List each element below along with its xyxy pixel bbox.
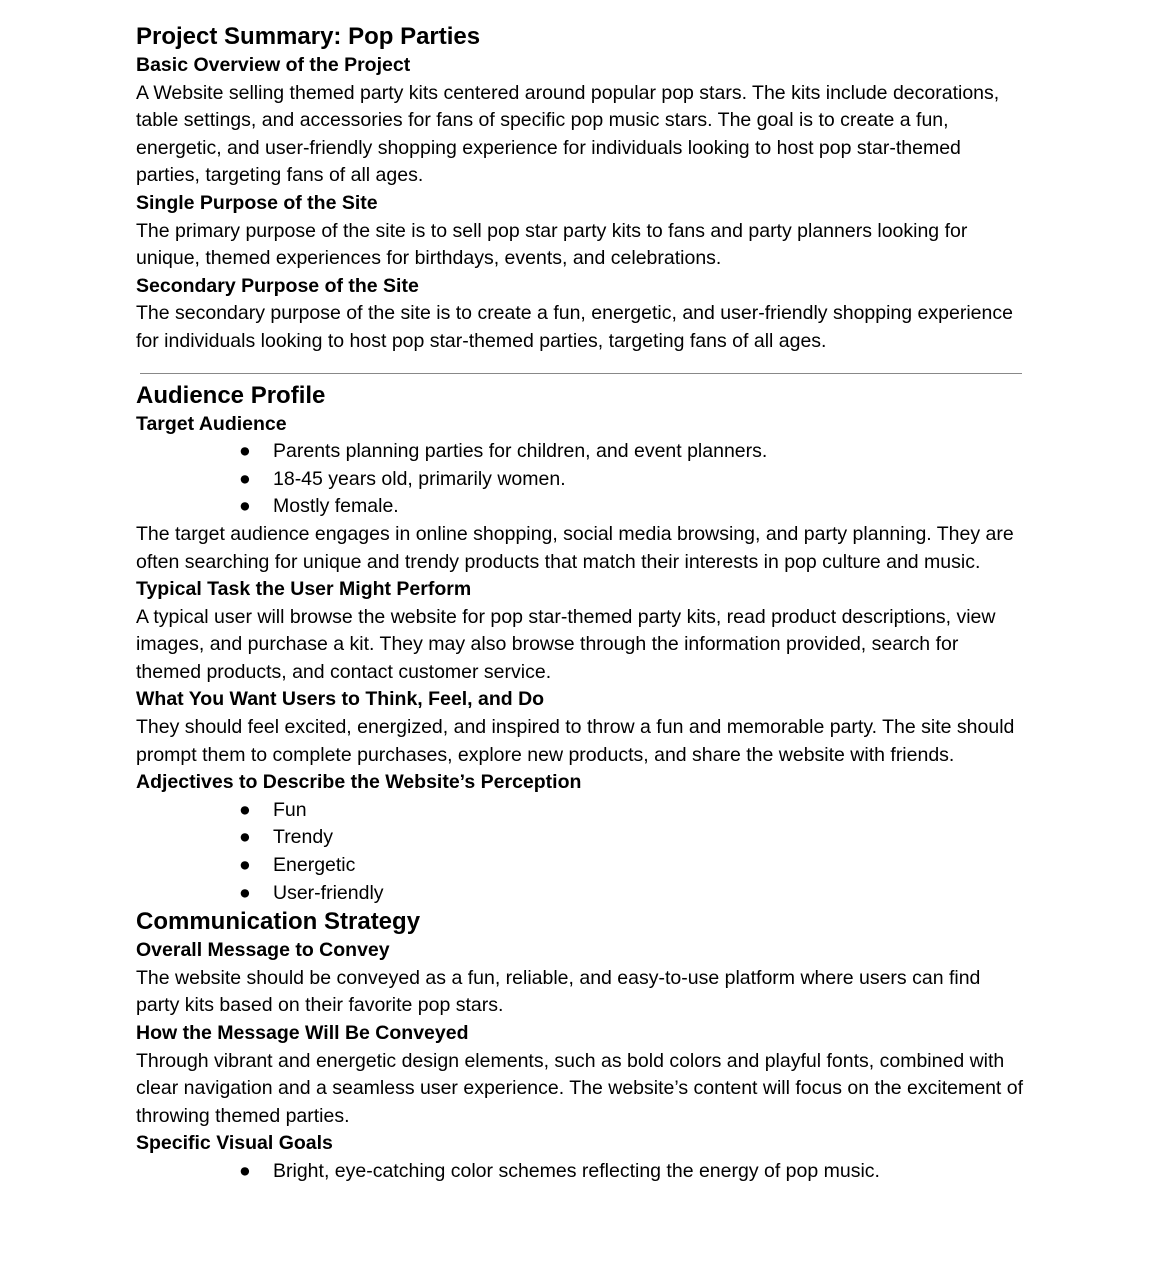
adjectives-list (136, 797, 1026, 907)
list-item-text: Energetic (273, 854, 356, 877)
typical-task-heading: Typical Task the User Might Perform (136, 578, 472, 601)
target-audience-text: The target audience engages in online shopping, social media browsing, and party planning. They are often searching for unique and trendy products that match their interests in pop culture and music. (136, 522, 1014, 573)
visual-goals-heading: Specific Visual Goals (136, 1132, 333, 1155)
list-item-text: Trendy (273, 826, 333, 849)
bullet-icon: ● (239, 881, 251, 904)
list-item-text: User-friendly (273, 881, 384, 904)
message-conveyed-text: Through vibrant and energetic design elements, such as bold colors and playful fonts, combined with clear navigation and a seamless user experience. The website’s content will focus on the excitement of throwing themed parties. (136, 1049, 1024, 1127)
bullet-icon: ● (239, 826, 251, 849)
single-purpose-heading: Single Purpose of the Site (136, 191, 378, 214)
list-item-text: 18-45 years old, primarily women. (273, 467, 566, 490)
list-item (136, 1158, 1026, 1186)
bullet-icon: ● (239, 467, 251, 490)
target-audience-list (136, 438, 1026, 521)
overall-message-heading: Overall Message to Convey (136, 939, 390, 962)
typical-task-text: A typical user will browse the website for pop star-themed party kits, read product descriptions, view images, and purchase a kit. They may also browse through the information provided, search for themed products, and contact customer service. (136, 605, 996, 683)
target-audience-heading: Target Audience (136, 412, 287, 435)
list-item-text: Bright, eye-catching color schemes reflecting the energy of pop music. (273, 1159, 880, 1182)
list-item (136, 797, 1026, 825)
audience-profile-title: Audience Profile (136, 381, 326, 409)
list-item-text: Mostly female. (273, 495, 399, 518)
bullet-icon: ● (239, 854, 251, 877)
list-item (136, 493, 1026, 521)
list-item (136, 466, 1026, 494)
horizontal-divider (140, 373, 1022, 374)
think-feel-do-heading: What You Want Users to Think, Feel, and Do (136, 688, 545, 711)
list-item (136, 852, 1026, 880)
project-summary-title: Project Summary: Pop Parties (136, 23, 481, 50)
overview-heading: Basic Overview of the Project (136, 54, 411, 76)
list-item (136, 438, 1026, 466)
adjectives-heading: Adjectives to Describe the Website’s Perception (136, 771, 582, 794)
secondary-purpose-heading: Secondary Purpose of the Site (136, 274, 419, 297)
bullet-icon: ● (239, 1159, 251, 1182)
overview-text: A Website selling themed party kits centered around popular pop stars. The kits include decorations, table settings, and accessories for fans of specific pop music stars. The goal is to create a fun, energetic, and user-friendly shopping experience for individuals looking to host pop star-themed parties, targeting fans of all ages. (136, 81, 1000, 187)
secondary-purpose-text: The secondary purpose of the site is to create a fun, energetic, and user-friendly shopping experience for individuals looking to host pop star-themed parties, targeting fans of all ages. (136, 302, 1013, 352)
bullet-icon: ● (239, 440, 251, 463)
list-item-text: Parents planning parties for children, and event planners. (273, 440, 768, 463)
communication-strategy-title: Communication Strategy (136, 908, 421, 936)
think-feel-do-text: They should feel excited, energized, and inspired to throw a fun and memorable party. The site should prompt them to complete purchases, explore new products, and share the website with friends. (136, 716, 1015, 766)
list-item (136, 880, 1026, 908)
visual-goals-list (136, 1158, 1026, 1186)
bullet-icon: ● (239, 495, 251, 518)
list-item (136, 824, 1026, 852)
bullet-icon: ● (239, 798, 251, 821)
list-item-text: Fun (273, 798, 307, 821)
overall-message-text: The website should be conveyed as a fun, reliable, and easy-to-use platform where users can find party kits based on their favorite pop stars. (136, 966, 981, 1017)
message-conveyed-heading: How the Message Will Be Conveyed (136, 1022, 469, 1044)
single-purpose-text: The primary purpose of the site is to sell pop star party kits to fans and party planners looking for unique, themed experiences for birthdays, events, and celebrations. (136, 219, 968, 270)
